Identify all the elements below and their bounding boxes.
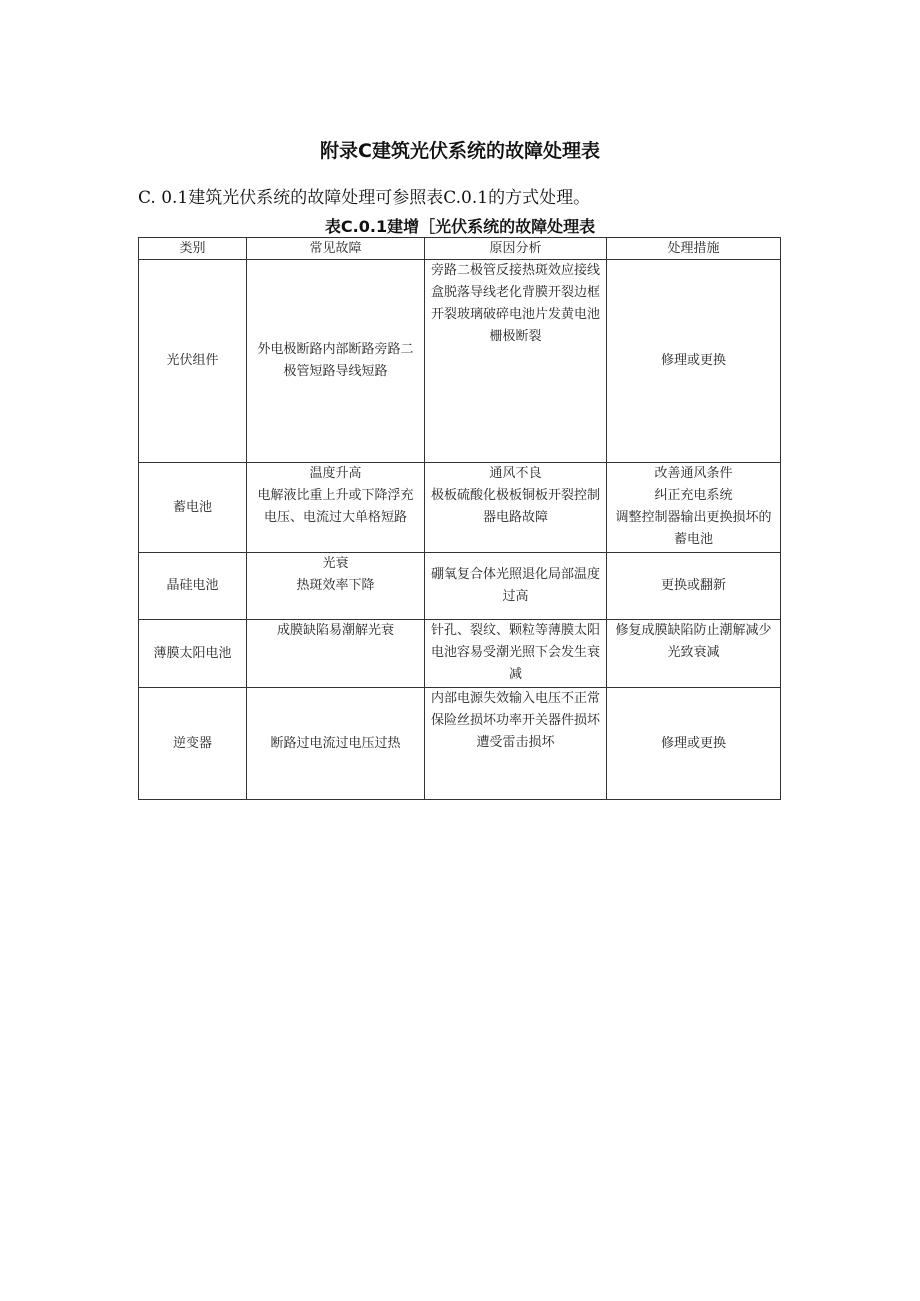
cell-text: 遭受雷击损坏 xyxy=(476,735,555,750)
cell-text: 电解液比重上升或下降浮充 xyxy=(257,488,414,503)
cell-text: 蓄电池 xyxy=(172,499,212,515)
table-row xyxy=(139,688,781,800)
faults-cell xyxy=(247,463,425,553)
measures-cell xyxy=(607,463,781,553)
cell-text: 电池容易受潮光照下会发生衰 xyxy=(430,645,600,660)
table-row xyxy=(139,620,781,688)
cell-text: 断路过电流过电压过热 xyxy=(270,735,401,751)
faults-cell xyxy=(247,553,425,620)
fault-handling-table xyxy=(138,237,781,800)
cell-text: 极板硫酸化极板铜板开裂控制 xyxy=(430,488,600,503)
cell-text: 内部电源失效输入电压不正常 xyxy=(430,691,600,706)
table-caption: 表C.0.1建增［光伏系统的故障处理表 xyxy=(324,217,596,236)
header-category: 类别 xyxy=(139,238,247,260)
causes-cell xyxy=(425,688,607,800)
measures-cell xyxy=(607,553,781,620)
cell-text: 成膜缺陷易潮解光衰 xyxy=(276,623,394,638)
cell-text: 开裂玻璃破碎电池片发黄电池 xyxy=(430,307,600,322)
intro-paragraph: C. 0.1建筑光伏系统的故障处理可参照表C.0.1的方式处理。 xyxy=(138,188,591,208)
category-cell xyxy=(139,463,247,553)
cell-text: 逆变器 xyxy=(172,735,212,751)
table-row xyxy=(139,463,781,553)
category-cell xyxy=(139,620,247,688)
cell-text: 通风不良 xyxy=(489,466,542,481)
cell-text: 光伏组件 xyxy=(166,353,219,368)
page-title: 附录C建筑光伏系统的故障处理表 xyxy=(320,140,600,162)
cell-text: 薄膜太阳电池 xyxy=(153,645,232,661)
causes-cell xyxy=(425,463,607,553)
causes-cell xyxy=(425,553,607,620)
table-header-row xyxy=(139,238,781,260)
causes-cell xyxy=(425,620,607,688)
cell-text: 热斑效率下降 xyxy=(296,578,375,593)
header-measures: 处理措施 xyxy=(607,238,781,260)
category-cell xyxy=(139,260,247,463)
cell-text: 调整控制器输出更换损坏的 xyxy=(615,510,772,525)
table-row xyxy=(139,260,781,463)
faults-cell xyxy=(247,688,425,800)
cell-text: 旁路二极管反接热斑效应接线 xyxy=(430,263,600,278)
cell-text: 修复成膜缺陷防止潮解减少 xyxy=(615,623,772,638)
cell-text: 纠正充电系统 xyxy=(654,488,733,503)
header-faults: 常见故障 xyxy=(247,238,425,260)
cell-text: 电压、电流过大单格短路 xyxy=(263,510,407,525)
table-row xyxy=(139,553,781,620)
cell-text: 外电极断路内部断路旁路二 xyxy=(257,342,414,357)
cell-text: 晶硅电池 xyxy=(166,578,219,593)
cell-text: 针孔、裂纹、颗粒等薄膜太阳 xyxy=(430,623,600,638)
cell-text: 蓄电池 xyxy=(673,532,713,547)
cell-text: 光致衰减 xyxy=(667,645,720,660)
cell-text: 器电路故障 xyxy=(482,510,548,525)
cell-text: 减 xyxy=(508,667,522,682)
cell-text: 极管短路导线短路 xyxy=(283,364,388,379)
measures-cell xyxy=(607,260,781,463)
cell-text: 栅极断裂 xyxy=(489,329,542,344)
cell-text: 修理或更换 xyxy=(660,353,726,368)
measures-cell xyxy=(607,620,781,688)
cell-text: 更换或翻新 xyxy=(660,578,726,593)
cell-text: 保险丝损坏功率开关器件损坏 xyxy=(430,713,600,728)
cell-text: 修理或更换 xyxy=(660,735,726,751)
cell-text: 过高 xyxy=(502,589,529,604)
cell-text: 盒脱落导线老化背膜开裂边框 xyxy=(430,285,600,300)
measures-cell xyxy=(607,688,781,800)
cell-text: 改善通风条件 xyxy=(654,466,733,481)
cell-text: 硼氧复合体光照退化局部温度 xyxy=(430,567,600,582)
category-cell xyxy=(139,688,247,800)
cell-text: 光衰 xyxy=(322,556,349,571)
category-cell xyxy=(139,553,247,620)
causes-cell xyxy=(425,260,607,463)
header-causes: 原因分析 xyxy=(425,238,607,260)
cell-text: 温度升高 xyxy=(309,466,362,481)
faults-cell xyxy=(247,620,425,688)
faults-cell xyxy=(247,260,425,463)
